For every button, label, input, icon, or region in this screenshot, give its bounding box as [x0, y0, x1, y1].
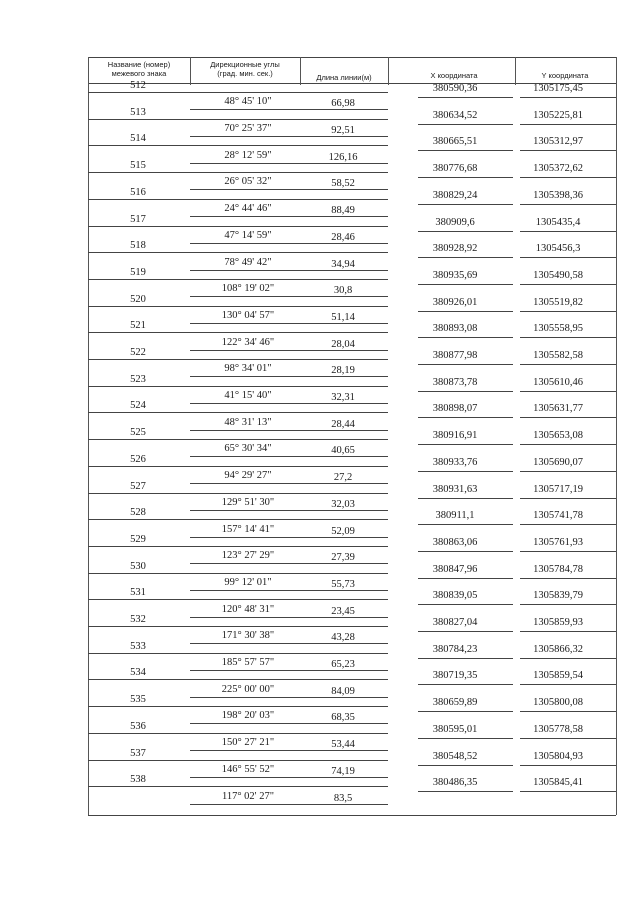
y-coordinate: 1305631,77	[533, 403, 583, 415]
y-coordinate: 1305653,08	[533, 430, 583, 442]
marker-number: 531	[130, 587, 146, 599]
direction-angle: 150° 27' 21"	[221, 737, 275, 749]
x-coordinate: 380719,35	[432, 670, 478, 682]
line-length: 55,73	[331, 578, 355, 590]
marker-number: 538	[130, 774, 146, 786]
row-divider	[190, 643, 388, 644]
line-length: 32,31	[331, 392, 355, 404]
row-divider	[300, 653, 388, 654]
row-divider	[520, 631, 616, 632]
marker-number: 516	[130, 186, 146, 198]
y-coordinate: 1305717,19	[533, 483, 583, 495]
marker-number: 519	[130, 266, 146, 278]
row-divider	[520, 364, 616, 365]
row-divider	[190, 537, 388, 538]
line-length: 51,14	[331, 311, 355, 323]
row-divider	[418, 684, 513, 685]
row-divider	[88, 332, 300, 333]
row-divider	[520, 444, 616, 445]
header-angle-line2: (град. мин. сек.)	[217, 69, 273, 78]
row-divider	[300, 199, 388, 200]
row-divider	[300, 760, 388, 761]
row-divider	[300, 546, 388, 547]
row-divider	[88, 493, 300, 494]
line-length: 68,35	[331, 712, 355, 724]
row-divider	[190, 136, 388, 137]
line-length: 30,8	[333, 285, 353, 297]
line-length: 28,19	[331, 365, 355, 377]
row-divider	[88, 786, 300, 787]
row-divider	[520, 471, 616, 472]
row-divider	[418, 97, 513, 98]
row-divider	[190, 510, 388, 511]
y-coordinate: 1305866,32	[533, 643, 583, 655]
x-coordinate: 380595,01	[432, 723, 478, 735]
direction-angle: 78° 49' 42"	[224, 256, 272, 268]
row-divider	[520, 284, 616, 285]
row-divider	[418, 631, 513, 632]
row-divider	[88, 466, 300, 467]
marker-number: 520	[130, 293, 146, 305]
y-coordinate: 1305610,46	[533, 376, 583, 388]
row-divider	[300, 279, 388, 280]
line-length: 43,28	[331, 632, 355, 644]
y-coordinate: 1305778,58	[533, 723, 583, 735]
row-divider	[418, 551, 513, 552]
column-divider	[300, 57, 301, 85]
line-length: 84,09	[331, 685, 355, 697]
row-divider	[300, 119, 388, 120]
y-coordinate: 1305175,45	[533, 83, 583, 94]
line-length: 65,23	[331, 659, 355, 671]
row-divider	[418, 364, 513, 365]
y-coordinate: 1305225,81	[533, 109, 583, 121]
line-length: 74,19	[331, 765, 355, 777]
marker-number: 530	[130, 560, 146, 572]
header-angle-col	[190, 60, 300, 78]
direction-angle: 129° 51' 30"	[221, 496, 275, 508]
row-divider	[300, 359, 388, 360]
y-coordinate: 1305800,08	[533, 697, 583, 709]
row-divider	[190, 163, 388, 164]
row-divider	[418, 471, 513, 472]
row-divider	[88, 252, 300, 253]
row-divider	[190, 350, 388, 351]
header-name-line2: межевого знака	[111, 69, 167, 78]
y-coordinate: 1305845,41	[533, 777, 583, 789]
row-divider	[190, 376, 388, 377]
row-divider	[88, 519, 300, 520]
direction-angle: 94° 29' 27"	[224, 470, 272, 482]
row-divider	[190, 697, 388, 698]
x-coordinate: 380847,96	[432, 563, 478, 575]
y-coordinate: 1305456,3	[535, 243, 581, 255]
row-divider	[88, 653, 300, 654]
header-length: Длина линии(м)	[316, 73, 372, 82]
row-divider	[300, 145, 388, 146]
row-divider	[520, 177, 616, 178]
row-divider	[190, 216, 388, 217]
marker-number: 536	[130, 720, 146, 732]
row-divider	[418, 765, 513, 766]
line-length: 40,65	[331, 445, 355, 457]
x-coordinate: 380839,05	[432, 590, 478, 602]
row-divider	[88, 92, 300, 93]
header-angle-line1: Дирекционные углы	[210, 60, 280, 69]
row-divider	[520, 257, 616, 258]
y-coordinate: 1305690,07	[533, 456, 583, 468]
direction-angle: 120° 48' 31"	[221, 603, 275, 615]
row-divider	[300, 573, 388, 574]
marker-number: 514	[130, 133, 146, 145]
direction-angle: 24° 44' 46"	[224, 203, 272, 215]
direction-angle: 185° 57' 57"	[221, 657, 275, 669]
row-divider	[520, 658, 616, 659]
row-divider	[520, 391, 616, 392]
x-coordinate: 380659,89	[432, 697, 478, 709]
row-divider	[520, 150, 616, 151]
direction-angle: 123° 27' 29"	[221, 550, 275, 562]
row-divider	[418, 444, 513, 445]
x-coordinate: 380827,04	[432, 617, 478, 628]
row-divider	[520, 684, 616, 685]
row-divider	[520, 498, 616, 499]
row-divider	[88, 306, 300, 307]
row-divider	[520, 124, 616, 125]
row-divider	[300, 466, 388, 467]
y-coordinate: 1305804,93	[533, 750, 583, 762]
x-coordinate: 380877,98	[432, 350, 478, 361]
x-coordinate: 380863,06	[432, 536, 478, 548]
y-coordinate: 1305435,4	[535, 216, 581, 228]
row-divider	[300, 252, 388, 253]
row-divider	[88, 626, 300, 627]
row-divider	[190, 804, 388, 805]
direction-angle: 48° 45' 10"	[224, 96, 272, 108]
table-top-border	[88, 57, 616, 58]
row-divider	[418, 311, 513, 312]
row-divider	[190, 323, 388, 324]
x-coordinate: 380486,35	[432, 777, 478, 789]
x-coordinate: 380665,51	[432, 136, 478, 148]
line-length: 32,03	[331, 498, 355, 510]
line-length: 66,98	[331, 98, 355, 110]
row-divider	[520, 97, 616, 98]
marker-number: 533	[130, 640, 146, 652]
row-divider	[300, 226, 388, 227]
row-divider	[190, 723, 388, 724]
y-coordinate: 1305490,58	[533, 269, 583, 281]
row-divider	[190, 456, 388, 457]
marker-number: 524	[130, 400, 146, 412]
row-divider	[300, 306, 388, 307]
row-divider	[88, 226, 300, 227]
line-length: 34,94	[331, 258, 355, 270]
direction-angle: 198° 20' 03"	[221, 710, 275, 722]
row-divider	[418, 658, 513, 659]
row-divider	[418, 231, 513, 232]
row-divider	[300, 386, 388, 387]
x-coordinate: 380935,69	[432, 269, 478, 281]
row-divider	[88, 386, 300, 387]
row-divider	[88, 145, 300, 146]
x-coordinate: 380829,24	[432, 189, 478, 201]
row-divider	[418, 791, 513, 792]
marker-number: 512	[130, 80, 146, 91]
direction-angle: 70° 25' 37"	[224, 123, 272, 135]
x-coordinate: 380931,63	[432, 483, 478, 495]
row-divider	[190, 270, 388, 271]
row-divider	[300, 92, 388, 93]
row-divider	[418, 150, 513, 151]
line-length: 28,04	[331, 338, 355, 350]
y-coordinate: 1305372,62	[533, 163, 583, 175]
marker-number: 518	[130, 240, 146, 252]
row-divider	[190, 430, 388, 431]
row-divider	[190, 777, 388, 778]
table-bottom-border	[88, 815, 616, 816]
direction-angle: 65° 30' 34"	[224, 443, 272, 455]
line-length: 83,5	[333, 792, 353, 804]
row-divider	[88, 733, 300, 734]
row-divider	[88, 706, 300, 707]
row-divider	[418, 284, 513, 285]
x-coordinate: 380590,36	[432, 83, 478, 94]
row-divider	[190, 483, 388, 484]
marker-number: 534	[130, 667, 146, 679]
row-divider	[88, 412, 300, 413]
direction-angle: 130° 04' 57"	[221, 309, 275, 321]
header-y: Y координата	[541, 71, 589, 80]
marker-number: 526	[130, 453, 146, 465]
column-divider	[190, 57, 191, 85]
x-coordinate: 380898,07	[432, 403, 478, 415]
x-coordinate: 380933,76	[432, 456, 478, 468]
row-divider	[88, 599, 300, 600]
x-coordinate: 380911,1	[435, 510, 475, 522]
marker-number: 515	[130, 160, 146, 172]
line-length: 28,46	[331, 231, 355, 243]
row-divider	[190, 750, 388, 751]
row-divider	[300, 519, 388, 520]
row-divider	[418, 417, 513, 418]
row-divider	[418, 204, 513, 205]
line-length: 52,09	[331, 525, 355, 537]
row-divider	[520, 791, 616, 792]
row-divider	[88, 172, 300, 173]
row-divider	[418, 391, 513, 392]
row-divider	[300, 599, 388, 600]
row-divider	[88, 119, 300, 120]
row-divider	[520, 337, 616, 338]
row-divider	[300, 439, 388, 440]
row-divider	[520, 311, 616, 312]
line-length: 92,51	[331, 125, 355, 137]
row-divider	[88, 439, 300, 440]
column-divider	[616, 57, 617, 815]
header-x: X координата	[430, 71, 478, 80]
column-divider	[388, 57, 389, 85]
row-divider	[418, 257, 513, 258]
line-length: 53,44	[331, 739, 355, 751]
row-divider	[520, 578, 616, 579]
row-divider	[520, 738, 616, 739]
x-coordinate: 380928,92	[432, 243, 478, 255]
y-coordinate: 1305312,97	[533, 136, 583, 148]
direction-angle: 48° 31' 13"	[224, 416, 272, 428]
direction-angle: 41° 15' 40"	[224, 390, 272, 402]
row-divider	[88, 199, 300, 200]
marker-number: 521	[130, 320, 146, 332]
marker-number: 523	[130, 373, 146, 385]
marker-number: 529	[130, 533, 146, 545]
row-divider	[88, 760, 300, 761]
direction-angle: 117° 02' 27"	[222, 790, 274, 802]
marker-number: 513	[130, 106, 146, 118]
direction-angle: 99° 12' 01"	[224, 576, 272, 588]
row-divider	[418, 711, 513, 712]
y-coordinate: 1305839,79	[533, 590, 583, 602]
marker-number: 537	[130, 747, 146, 759]
row-divider	[190, 563, 388, 564]
row-divider	[520, 765, 616, 766]
row-divider	[190, 617, 388, 618]
row-divider	[418, 498, 513, 499]
row-divider	[88, 573, 300, 574]
row-divider	[520, 417, 616, 418]
direction-angle: 225° 00' 00"	[221, 683, 275, 695]
marker-number: 522	[130, 347, 146, 358]
line-length: 27,2	[333, 472, 353, 484]
y-coordinate: 1305741,78	[533, 510, 583, 522]
line-length: 23,45	[331, 605, 355, 617]
row-divider	[520, 524, 616, 525]
row-divider	[300, 172, 388, 173]
row-divider	[300, 412, 388, 413]
x-coordinate: 380893,08	[432, 323, 478, 335]
line-length: 88,49	[331, 205, 355, 217]
direction-angle: 28° 12' 59"	[224, 149, 272, 161]
y-coordinate: 1305519,82	[533, 296, 583, 308]
row-divider	[520, 551, 616, 552]
marker-number: 517	[130, 213, 146, 225]
row-divider	[520, 604, 616, 605]
column-divider	[515, 57, 516, 85]
row-divider	[520, 711, 616, 712]
row-divider	[190, 109, 388, 110]
x-coordinate: 380784,23	[432, 643, 478, 655]
y-coordinate: 1305784,78	[533, 563, 583, 575]
row-divider	[88, 359, 300, 360]
direction-angle: 146° 55' 52"	[221, 763, 275, 775]
line-length: 58,52	[331, 178, 355, 190]
line-length: 27,39	[331, 552, 355, 564]
y-coordinate: 1305761,93	[533, 536, 583, 548]
row-divider	[190, 296, 388, 297]
direction-angle: 98° 34' 01"	[224, 363, 272, 375]
line-length: 28,44	[331, 418, 355, 430]
x-coordinate: 380909,6	[435, 216, 475, 228]
row-divider	[190, 590, 388, 591]
marker-number: 525	[130, 427, 146, 439]
y-coordinate: 1305398,36	[533, 189, 583, 201]
row-divider	[418, 124, 513, 125]
x-coordinate: 380926,01	[432, 296, 478, 308]
row-divider	[520, 231, 616, 232]
row-divider	[190, 243, 388, 244]
line-length: 126,16	[328, 151, 358, 163]
row-divider	[418, 177, 513, 178]
direction-angle: 26° 05' 32"	[224, 176, 272, 188]
direction-angle: 157° 14' 41"	[221, 523, 275, 535]
row-divider	[190, 189, 388, 190]
row-divider	[300, 493, 388, 494]
row-divider	[88, 546, 300, 547]
row-divider	[418, 604, 513, 605]
direction-angle: 122° 34' 46"	[221, 336, 275, 348]
y-coordinate: 1305859,93	[533, 617, 583, 628]
marker-number: 532	[130, 614, 146, 625]
marker-number: 528	[130, 507, 146, 519]
x-coordinate: 380776,68	[432, 163, 478, 175]
direction-angle: 108° 19' 02"	[221, 283, 275, 295]
row-divider	[418, 738, 513, 739]
row-divider	[300, 332, 388, 333]
x-coordinate: 380873,78	[432, 376, 478, 388]
row-divider	[88, 279, 300, 280]
x-coordinate: 380548,52	[432, 750, 478, 762]
row-divider	[300, 626, 388, 627]
row-divider	[190, 670, 388, 671]
y-coordinate: 1305859,54	[533, 670, 583, 682]
y-coordinate: 1305582,58	[533, 350, 583, 361]
marker-number: 535	[130, 694, 146, 706]
x-coordinate: 380916,91	[432, 430, 478, 442]
row-divider	[418, 337, 513, 338]
header-name-col	[88, 60, 190, 78]
direction-angle: 171° 30' 38"	[221, 630, 275, 642]
direction-angle: 47° 14' 59"	[224, 229, 272, 241]
row-divider	[300, 706, 388, 707]
marker-number: 527	[130, 480, 146, 492]
row-divider	[300, 786, 388, 787]
row-divider	[88, 679, 300, 680]
row-divider	[300, 679, 388, 680]
y-coordinate: 1305558,95	[533, 323, 583, 335]
x-coordinate: 380634,52	[432, 109, 478, 121]
row-divider	[190, 403, 388, 404]
row-divider	[418, 578, 513, 579]
row-divider	[300, 733, 388, 734]
row-divider	[520, 204, 616, 205]
header-name-line1: Название (номер)	[107, 60, 171, 69]
row-divider	[418, 524, 513, 525]
